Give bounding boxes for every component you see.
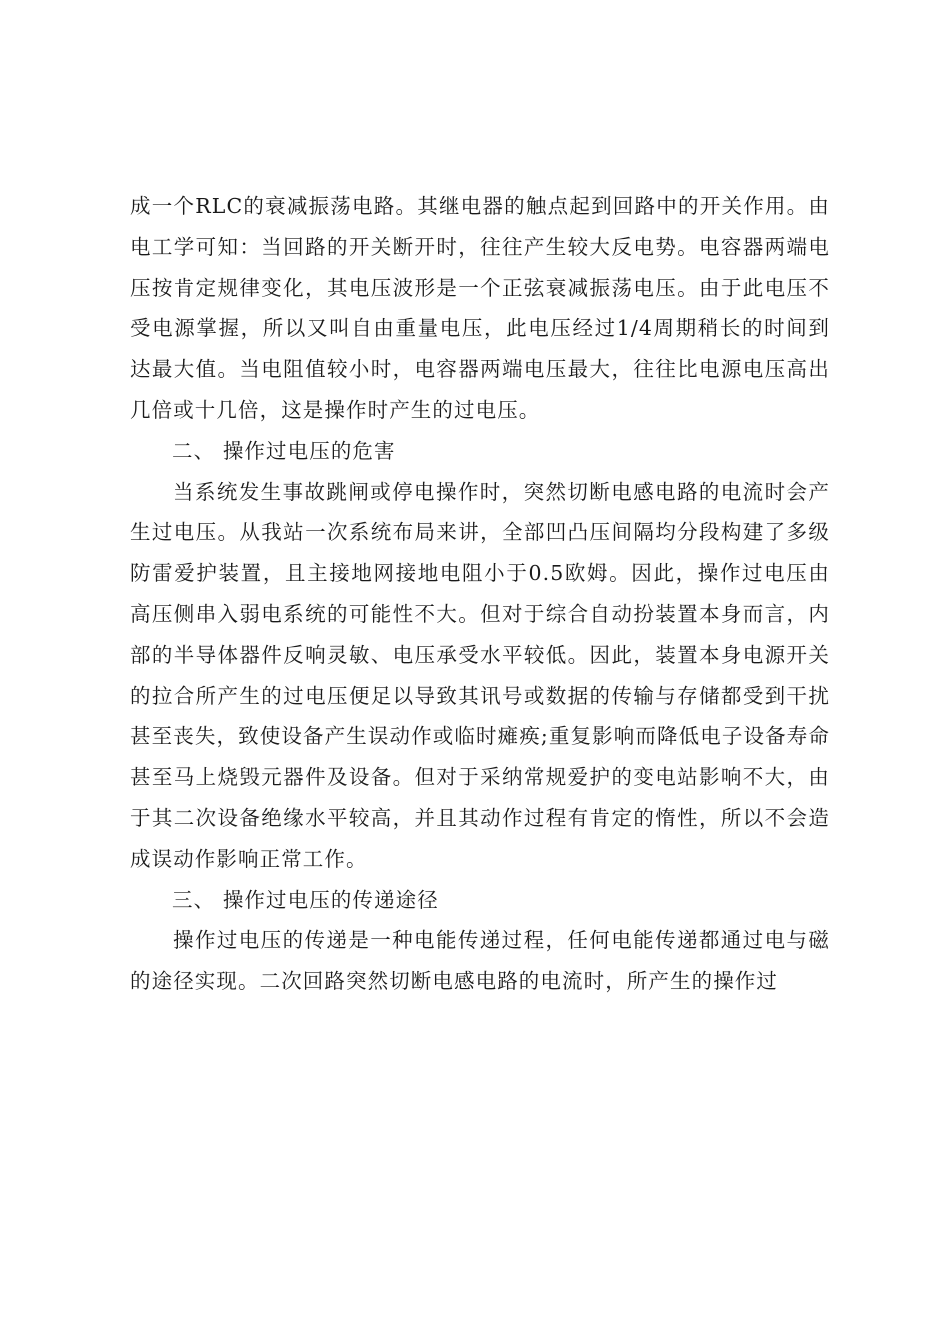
section-heading-hazards: 二、 操作过电压的危害 (172, 438, 396, 463)
paragraph-rlc-circuit: 成一个RLC的衰减振荡电路。其继电器的触点起到回路中的开关作用。由电工学可知：当回路的开关断开时，往往产生较大反电势。电容器两端电压按肯定规律变化，其电压波形是一个正弦衰减振荡电压。由于此电压不受电源掌握，所以又叫自由重量电压，此电压经过1/4周期稍长的时间到达最大值。当电阻值较小时，电容器两端电压最大，往往比电源电压高出几倍或十几倍，这是操作时产生的过电压。 (130, 194, 830, 422)
section-heading-transmission: 三、 操作过电压的传递途径 (172, 887, 439, 912)
paragraph-transmission: 操作过电压的传递是一种电能传递过程，任何电能传递都通过电与磁的途径实现。二次回路突然切断电感电路的电流时，所产生的操作过 (130, 928, 830, 994)
paragraph-hazards: 当系统发生事故跳闸或停电操作时，突然切断电感电路的电流时会产生过电压。从我站一次系统布局来讲，全部凹凸压间隔均分段构建了多级防雷爱护装置，且主接地网接地电阻小于0.5欧姆。因此，操作过电压由高压侧串入弱电系统的可能性不大。但对于综合自动扮装置本身而言，内部的半导体器件反响灵敏、电压承受水平较低。因此，装置本身电源开关的拉合所产生的过电压便足以导致其讯号或数据的传输与存储都受到干扰甚至丧失，致使设备产生误动作或临时瘫痪;重复影响而降低电子设备寿命甚至马上烧毁元器件及设备。但对于采纳常规爱护的变电站影响不大，由于其二次设备绝缘水平较高，并且其动作过程有肯定的惰性，所以不会造成误动作影响正常工作。 (130, 479, 830, 871)
document-body (130, 186, 830, 1002)
